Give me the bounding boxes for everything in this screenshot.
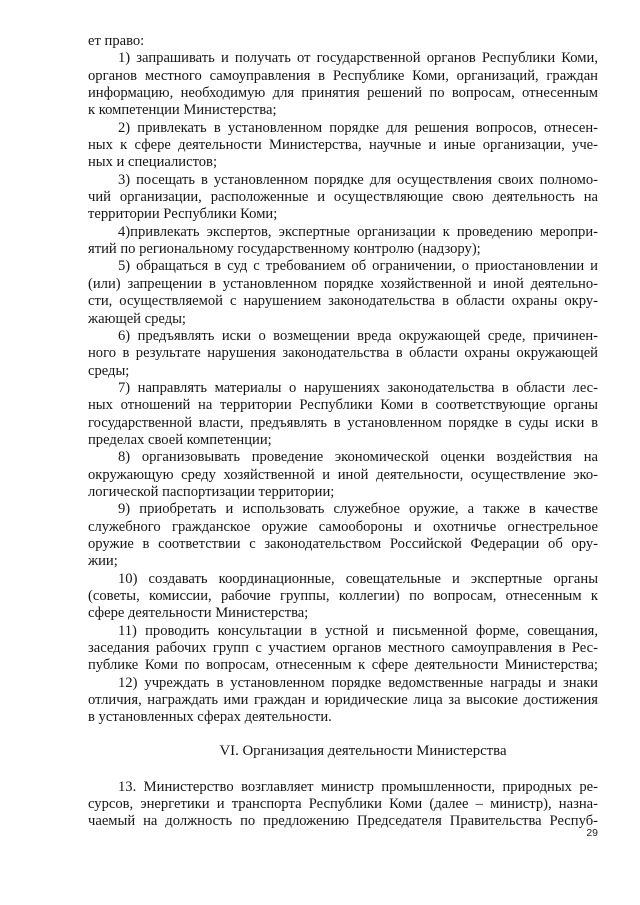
text-line: оружие в соответствии с законодательством Российской Федерации об ору- [88,535,598,552]
text-line: среды; [88,362,130,379]
text-line: логической паспортизации территории; [88,483,335,500]
list-item-2 [88,120,598,172]
list-item-10 [88,571,598,623]
list-item-9 [88,501,598,570]
text-line: сти, осуществляемой с нарушением законодательства в области охраны окру- [88,293,598,310]
text-line: к компетенции Министерства; [88,102,277,119]
text-line: 4)привлекать экспертов, экспертные организации к проведению меропри- [118,223,598,240]
list-item-3 [88,172,598,224]
text-line: жии; [88,553,118,570]
text-line: чий организации, расположенные и осуществляющие свою деятельность на [88,189,598,206]
text-line: окружающую среду хозяйственной и иной деятельности, осуществление эко- [88,466,598,483]
list-item-6 [88,328,598,380]
text-line: 10) создавать координационные, совещательные и экспертные органы [118,570,598,587]
text-line: ятий по региональному государственному контролю (надзору); [88,241,481,258]
text-line: 3) посещать в установленном порядке для осуществления своих полномо- [118,171,598,188]
text-line: органов местного самоуправления в Республике Коми, организаций, граждан [88,67,598,84]
list-item-7 [88,380,598,449]
text-line: государственной власти, предъявлять в установленном порядке в суды иски в [88,414,598,431]
list-item-12 [88,675,598,727]
page-number: 29 [586,827,598,839]
list-item-5 [88,258,598,327]
text-line: сфере деятельности Министерства; [88,605,309,622]
text-line: (или) запрещении в установленном порядке хозяйственной и иной деятельно- [88,275,598,292]
text-line: заседания рабочих групп с участием органов местного самоуправления в Рес- [88,640,598,657]
text-line: отличия, награждать ими граждан и юридические лица за высокие достижения [88,692,598,709]
text-line: чаемый на должность по предложению Председателя Правительства Респуб- [88,813,598,830]
paragraph-13 [88,779,598,831]
text-line: ных и специалистов; [88,154,218,171]
text-line: 7) направлять материалы о нарушениях законодательства в области лес- [118,379,598,396]
text-line: сурсов, энергетики и транспорта Республики Коми (далее – министр), назна- [88,796,598,813]
text-line: ного в результате нарушения законодательства в области охраны окружающей [88,345,598,362]
text-line: 6) предъявлять иски о возмещении вреда окружающей среде, причинен- [118,327,598,344]
text-line: пределах своей компетенции; [88,431,272,448]
text-line: территории Республики Коми; [88,206,278,223]
text-line: ных отношений на территории Республики Коми в соответствующие органы [88,397,598,414]
list-item-8 [88,449,598,501]
text-line: публике Коми по вопросам, отнесенным к сфере деятельности Министерства; [88,657,598,674]
text-line: ных к сфере деятельности Министерства, научные и иные организации, уче- [88,137,598,154]
text-line: информацию, необходимую для принятия решений по вопросам, отнесенным [88,85,598,102]
text-line: 9) приобретать и использовать служебное оружие, а также в качестве [118,501,598,518]
list-item-11 [88,623,598,675]
text-line: служебного гражданское оружие самообороны и охотничье огнестрельное [88,518,598,535]
text-line: 12) учреждать в установленном порядке ведомственные награды и знаки [118,674,598,691]
text-line: в установленных сферах деятельности. [88,709,332,726]
text-line: (советы, комиссии, рабочие группы, коллегии) по вопросам, отнесенным к [88,588,598,604]
text-line: 8) организовывать проведение экономической оценки воздействия на [118,449,598,466]
text-line: 11) проводить консультации в устной и письменной форме, совещания, [118,622,598,639]
continuation-line: ет право: [88,33,145,49]
text-line: 13. Министерство возглавляет министр промышленности, природных ре- [118,778,598,795]
list-item-4 [88,224,598,259]
document-body [88,33,598,831]
text-line: жающей среды; [88,310,186,327]
section-heading: VI. Организация деятельности Министерства [219,742,507,759]
text-line: 5) обращаться в суд с требованием об ограничении, о приостановлении и [118,258,598,275]
text-line: 2) привлекать в установленном порядке для решения вопросов, отнесен- [118,119,598,136]
text-line: 1) запрашивать и получать от государственной органов Республики Коми, [118,50,598,67]
list-item-1 [88,50,598,119]
